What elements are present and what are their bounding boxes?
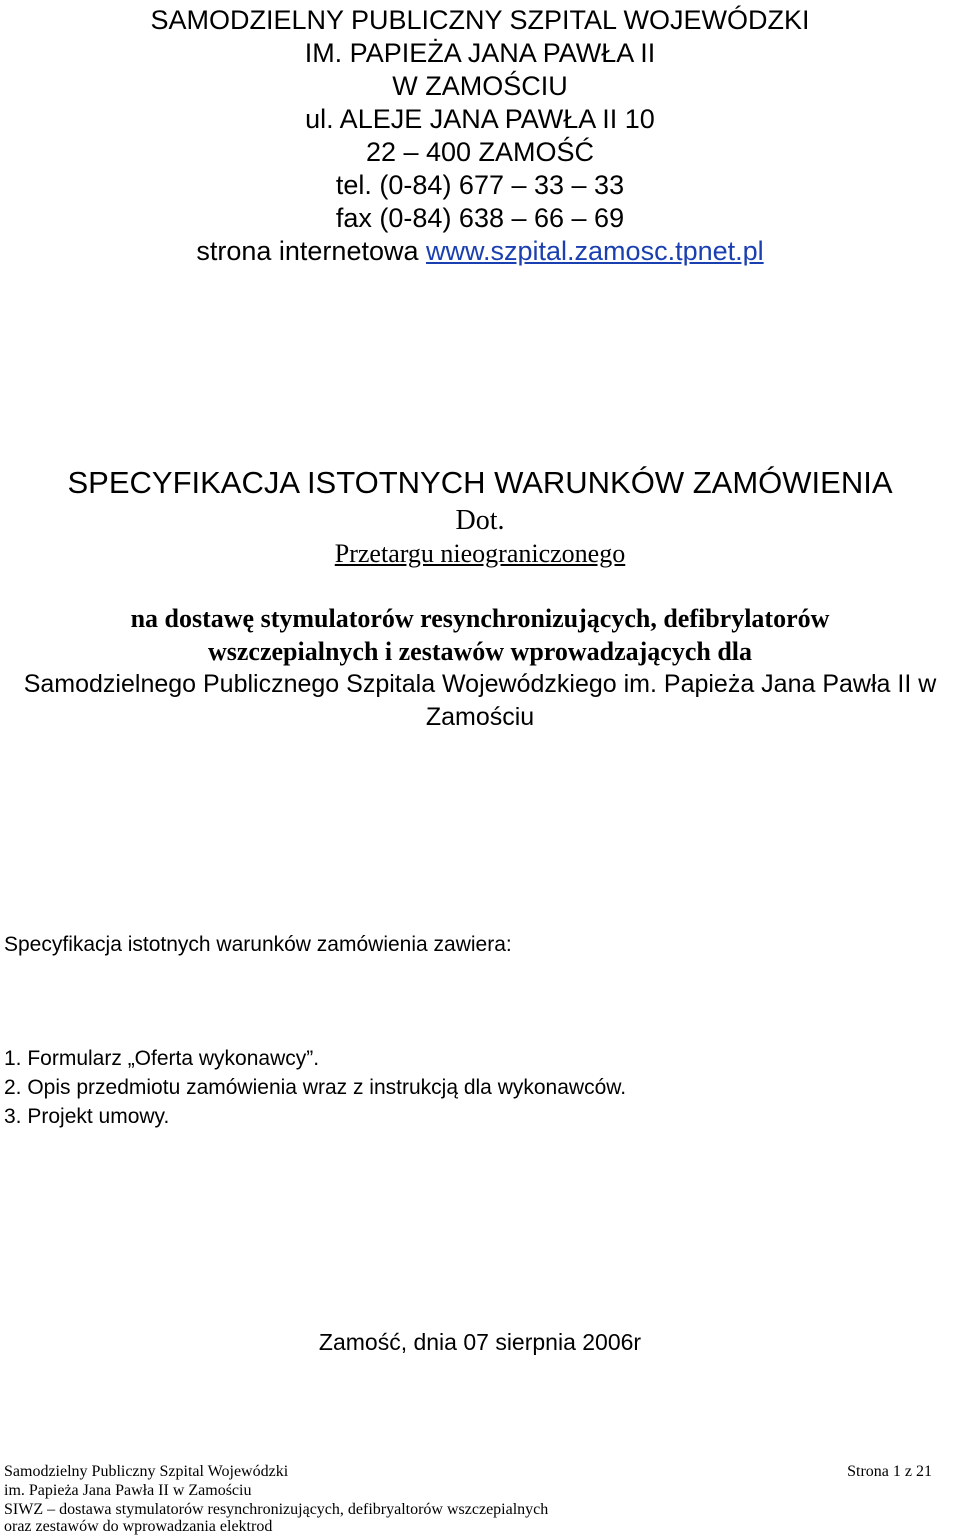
hospital-postal-line: 22 – 400 ZAMOŚĆ [365, 137, 595, 167]
subject-line-1: na dostawę stymulatorów resynchronizujących, defibrylatorów [130, 604, 830, 633]
footer-line-2: im. Papieża Jana Pawła II w Zamościu [4, 1482, 252, 1499]
page-number: Strona 1 z 21 [847, 1463, 932, 1480]
footer-line-4: oraz zestawów do wprowadzania elektrod [4, 1518, 273, 1535]
hospital-phone-line: tel. (0-84) 677 – 33 – 33 [335, 170, 625, 200]
hospital-city-line: W ZAMOŚCIU [392, 71, 568, 101]
hospital-fax-line: fax (0-84) 638 – 66 – 69 [335, 203, 625, 233]
subject-line-3: Samodzielnego Publicznego Szpitala Wojewódzkiego im. Papieża Jana Pawła II w [23, 670, 937, 698]
subject-line-2: wszczepialnych i zestawów wprowadzających dla [207, 637, 753, 666]
hospital-street-line: ul. ALEJE JANA PAWŁA II 10 [305, 104, 655, 134]
hospital-patron-line: IM. PAPIEŻA JANA PAWŁA II [304, 38, 656, 68]
hospital-website-line [0, 235, 960, 268]
contents-intro: Specyfikacja istotnych warunków zamówienia zawiera: [4, 933, 512, 956]
title-dot: Dot. [455, 505, 505, 536]
contents-item-2: 2. Opis przedmiotu zamówienia wraz z instrukcją dla wykonawców. [4, 1076, 627, 1099]
website-link[interactable]: www.szpital.zamosc.tpnet.pl [426, 236, 764, 266]
website-prefix: strona internetowa [196, 236, 426, 266]
contents-item-3: 3. Projekt umowy. [4, 1105, 170, 1128]
document-title: SPECYFIKACJA ISTOTNYCH WARUNKÓW ZAMÓWIENIA [67, 465, 893, 500]
hospital-name-line: SAMODZIELNY PUBLICZNY SZPITAL WOJEWÓDZKI [150, 5, 810, 35]
footer-line-3: SIWZ – dostawa stymulatorów resynchronizujących, defibryaltorów wszczepialnych [4, 1501, 549, 1518]
footer-line-1: Samodzielny Publiczny Szpital Wojewódzki [4, 1463, 289, 1480]
tender-type: Przetargu nieograniczonego [334, 539, 626, 568]
subject-line-4: Zamościu [425, 703, 535, 731]
document-date: Zamość, dnia 07 sierpnia 2006r [318, 1329, 642, 1355]
contents-item-1: 1. Formularz „Oferta wykonawcy”. [4, 1047, 320, 1070]
